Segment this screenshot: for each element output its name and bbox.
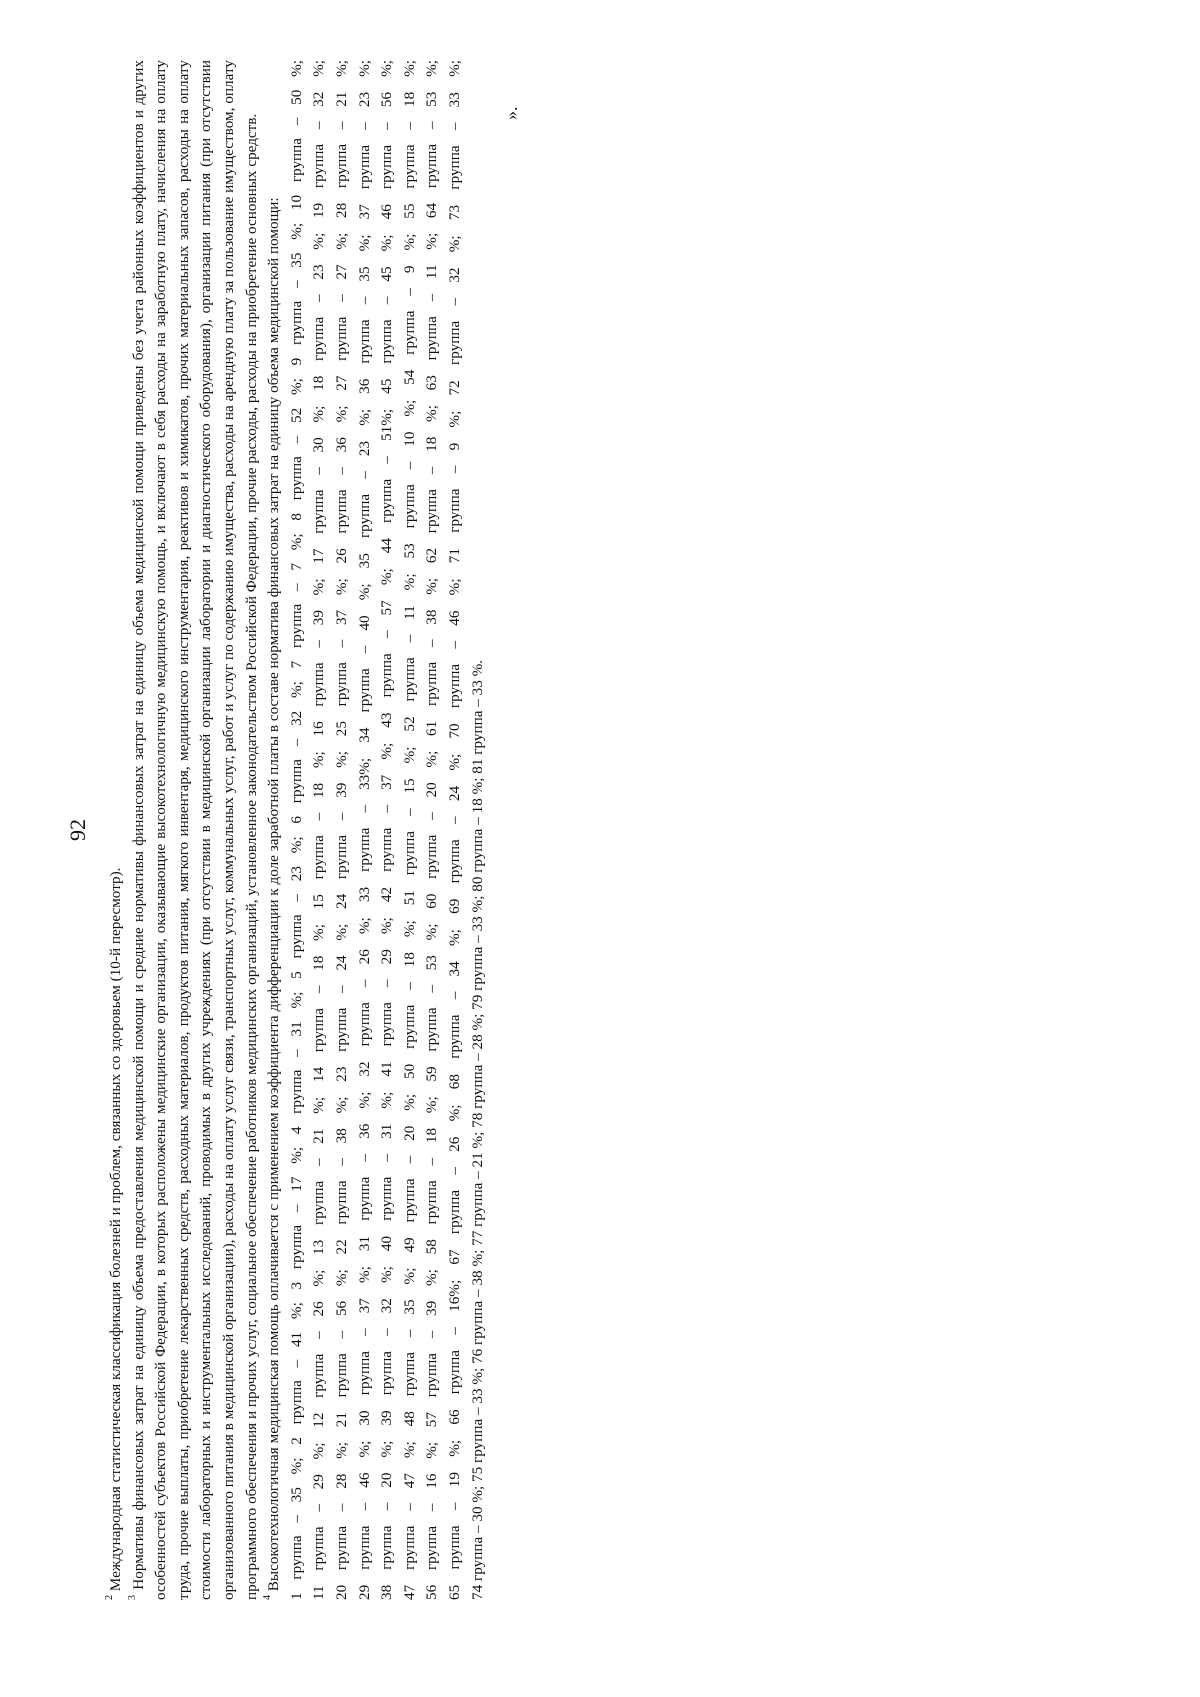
group-row: 47 группа – 47 %; 48 группа – 35 %; 49 группа – 20 %; 50 группа – 18 %; 51 группа – 15 %; 52 группа – 11 %; 53 группа – 10 %; 54 группа – 9 %; 55 группа – 18 %; bbox=[400, 60, 418, 1600]
group-row: 1 группа – 35 %; 2 группа – 41 %; 3 группа – 17 %; 4 группа – 31 %; 5 группа – 23 %; 6 группа – 32 %; 7 группа – 7 %; 8 группа – 52 %; 9 группа – 35 %; 10 группа – 50 %; bbox=[287, 60, 305, 1600]
closing-quote-mark: ». bbox=[501, 106, 522, 120]
footnote-marker: 4 bbox=[262, 1595, 274, 1600]
group-row: 11 группа – 29 %; 12 группа – 26 %; 13 группа – 21 %; 14 группа – 18 %; 15 группа – 18 %; 16 группа – 39 %; 17 группа – 30 %; 18 группа – 23 %; 19 группа – 32 %; bbox=[310, 60, 328, 1600]
group-row: 56 группа – 16 %; 57 группа – 39 %; 58 группа – 18 %; 59 группа – 53 %; 60 группа – 20 %; 61 группа – 38 %; 62 группа – 18 %; 63 группа – 11 %; 64 группа – 53 %; bbox=[423, 60, 441, 1600]
footnote-2 bbox=[105, 60, 128, 1600]
group-coefficients-list bbox=[286, 60, 489, 1600]
footnote-marker: 3 bbox=[126, 1595, 138, 1600]
group-row: 20 группа – 28 %; 21 группа – 56 %; 22 группа – 38 %; 23 группа – 24 %; 24 группа – 39 %; 25 группа – 37 %; 26 группа – 36 %; 27 группа – 27 %; 28 группа – 21 %; bbox=[332, 60, 350, 1600]
group-row: 38 группа – 20 %; 39 группа – 32 %; 40 группа – 31 %; 41 группа – 29 %; 42 группа – 37 %; 43 группа – 57 %; 44 группа – 51%; 45 группа – 45 %; 46 группа – 56 %; bbox=[378, 60, 396, 1600]
group-row: 29 группа – 46 %; 30 группа – 37 %; 31 группа – 36 %; 32 группа – 26 %; 33 группа – 33%; 34 группа – 40 %; 35 группа – 23 %; 36 группа – 35 %; 37 группа – 23 %; bbox=[355, 60, 373, 1600]
footnote-text: Высокотехнологичная медицинская помощь оплачивается с применением коэффициента дифференциации к доле заработной платы в составе норматива финансовых затрат на единицу объема медицинской помощи: bbox=[265, 197, 283, 1592]
footnote-3 bbox=[128, 60, 264, 1600]
page-number: 92 bbox=[65, 819, 90, 841]
group-row: 65 группа – 19 %; 66 группа – 16%; 67 группа – 26 %; 68 группа – 34 %; 69 группа – 24 %; 70 группа – 46 %; 71 группа – 9 %; 72 группа – 32 %; 73 группа – 33 %; bbox=[445, 60, 463, 1600]
footnote-text: Нормативы финансовых затрат на единицу объема предоставления медицинской помощи и средние нормативы финансовых затрат на единицу объема медицинской помощи приведены без учета районных коэффициентов и других особенностей субъектов Российской Федерации, в которых расположены медицинские организации, оказывающие высокотехнологичную медицинскую помощь, и включают в себя расходы на заработную плату, начисления на оплату труда, прочие выплаты, приобретение лекарственных средств, расходных материалов, продуктов питания, мягкого инвентаря, медицинского инструментария, реактивов и химикатов, прочих материальных запасов, расходы на оплату стоимости лабораторных и инструментальных исследований, проводимых в других учреждениях (при отсутствии в медицинской организации лаборатории и диагностического оборудования), организации питания (при отсутствии организованного питания в медицинской организации), расходы на оплату услуг связи, транспортных услуг, коммунальных услуг, работ и услуг по содержанию имущества, расходы на арендную плату за пользование имуществом, оплату программного обеспечения и прочих услуг, социальное обеспечение работников медицинских организаций, установленное законодательством Российской Федерации, прочие расходы, расходы на приобретение основных средств. bbox=[129, 59, 260, 1600]
footnote-text: Международная статистическая классификация болезней и проблем, связанных со здоровьем (10-й пересмотр). bbox=[107, 867, 124, 1592]
footnote-marker: 2 bbox=[104, 1595, 115, 1600]
group-row: 74 группа – 30 %; 75 группа – 33 %; 76 группа – 38 %; 77 группа – 21 %; 78 группа – 28 %; 79 группа – 33 %; 80 группа – 18 %; 81 группа – 33 %. bbox=[468, 659, 486, 1600]
footnote-4 bbox=[263, 60, 286, 1600]
rotated-content bbox=[65, 59, 665, 1600]
